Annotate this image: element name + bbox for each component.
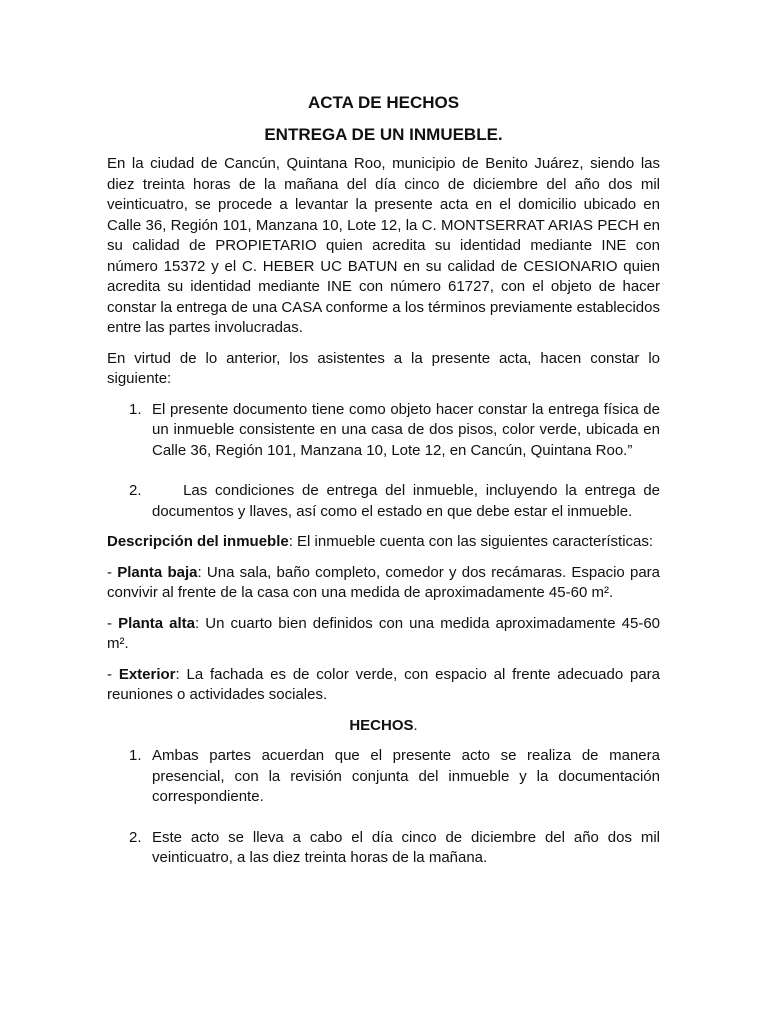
planta-baja-paragraph	[107, 563, 660, 604]
list-item	[107, 746, 660, 808]
intro-paragraph: En la ciudad de Cancún, Quintana Roo, municipio de Benito Juárez, siendo las diez treinta horas de la mañana del día cinco de diciembre del año dos mil veinticuatro, se procede a levantar la presente acta en el domicilio ubicado en Calle 36, Región 101, Manzana 10, Lote 12, la C. MONTSERRAT ARIAS PECH en su calidad de PROPIETARIO quien acredita su identidad mediante INE con número 15372 y el C. HEBER UC BATUN en su calidad de CESIONARIO quien acredita su identidad mediante INE con número 61727, con el objeto de hacer constar la entrega de una CASA conforme a los términos previamente establecidos entre las partes involucradas.	[107, 155, 660, 336]
objetivos-list	[107, 400, 660, 523]
list-item	[107, 481, 660, 522]
exterior-label: Exterior	[118, 665, 176, 683]
planta-baja-prefix: -	[107, 563, 118, 581]
list-item-number: 1.	[129, 747, 142, 764]
list-item-text: El presente documento tiene como objeto hacer constar la entrega física de un inmueble consistente en una casa de dos pisos, color verde, ubicada en Calle 36, Región 101, Manzana 10, Lote 12, en Cancún, Quintana Roo.”	[152, 400, 660, 459]
planta-alta-label: Planta alta	[118, 614, 196, 632]
virtud-paragraph: En virtud de lo anterior, los asistentes a la presente acta, hacen constar lo siguiente:	[107, 349, 660, 387]
list-item-number: 1.	[129, 400, 142, 418]
list-item-text-content: Las condiciones de entrega del inmueble, incluyendo la entrega de documentos y llaves, así como el estado en que debe estar el inmueble.	[152, 482, 661, 520]
exterior-prefix: -	[107, 665, 119, 683]
descripcion-text: : El inmueble cuenta con las siguientes características:	[288, 533, 654, 550]
hechos-label: HECHOS	[349, 716, 414, 734]
planta-alta-paragraph	[107, 614, 660, 655]
exterior-text: : La fachada es de color verde, con espacio al frente adecuado para reuniones o actividades sociales.	[107, 665, 660, 703]
descripcion-paragraph	[107, 532, 660, 553]
list-item-text: Este acto se lleva a cabo el día cinco de diciembre del año dos mil veinticuatro, a las diez treinta horas de la mañana.	[152, 828, 660, 866]
descripcion-label: Descripción del inmueble	[107, 533, 289, 550]
document-subtitle: ENTREGA DE UN INMUEBLE.	[264, 125, 503, 144]
list-item-number: 2.	[129, 482, 142, 499]
planta-baja-label: Planta baja	[117, 563, 198, 581]
list-item	[107, 400, 660, 462]
planta-alta-prefix: -	[107, 614, 119, 632]
list-item-number: 2.	[129, 828, 142, 846]
exterior-paragraph	[107, 665, 660, 706]
list-item	[107, 828, 660, 869]
hechos-suffix: .	[413, 716, 418, 734]
document-page	[107, 88, 660, 879]
planta-alta-text: : Un cuarto bien definidos con una medida aproximadamente 45-60 m².	[107, 614, 661, 652]
hechos-list	[107, 746, 660, 869]
hechos-heading	[107, 716, 660, 737]
document-title: ACTA DE HECHOS	[307, 93, 460, 112]
planta-baja-text: : Una sala, baño completo, comedor y dos recámaras. Espacio para convivir al frente de la casa con una medida de aproximadamente 45-60 m².	[107, 563, 660, 601]
list-item-text: Ambas partes acuerdan que el presente acto se realiza de manera presencial, con la revisión conjunta del inmueble y la documentación correspondiente.	[152, 747, 660, 805]
list-item-text	[152, 482, 660, 520]
